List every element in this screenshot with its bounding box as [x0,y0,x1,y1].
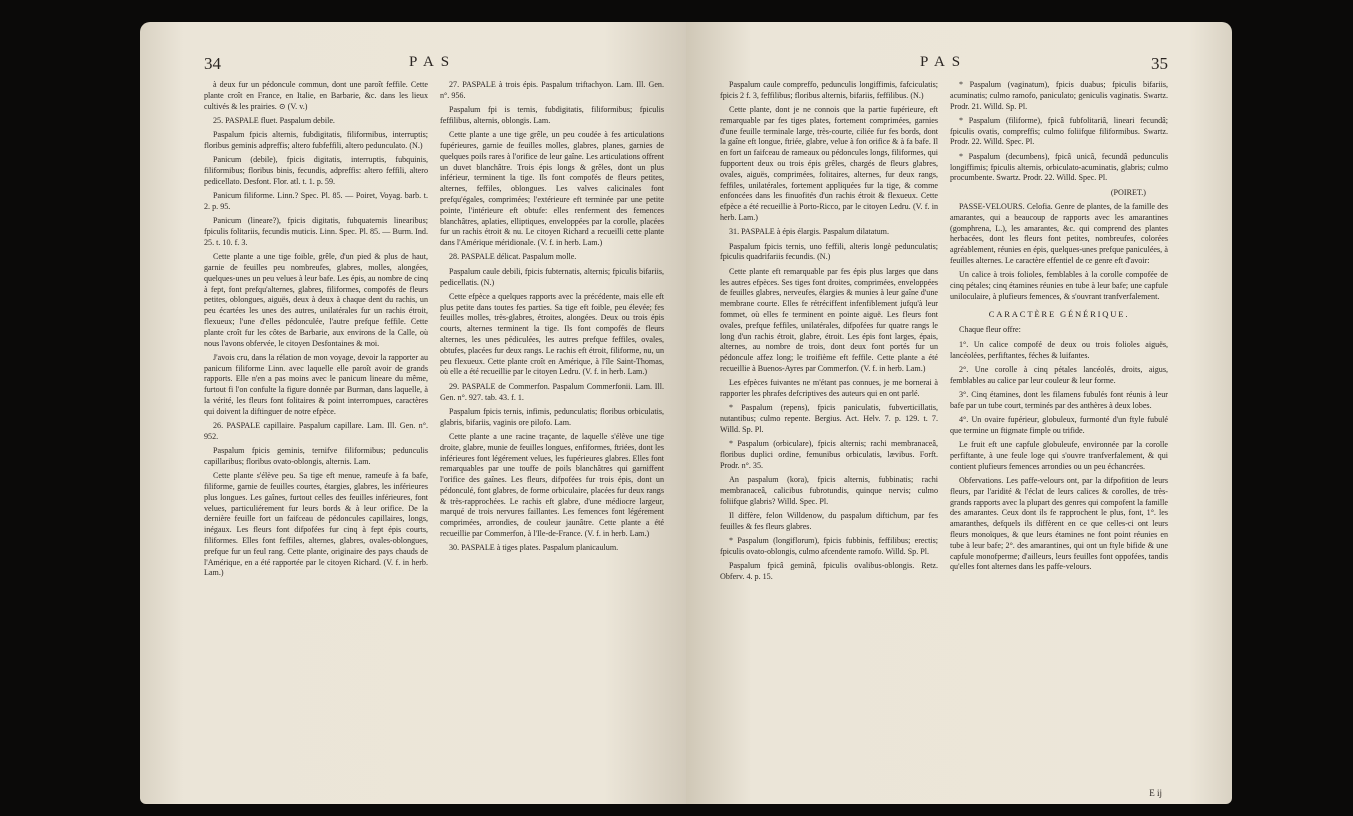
paragraph: Paspalum fpicis alternis, fubdigitatis, filiformibus, interruptis; floribus geminis adpreffis; altero fubfeffili, altero pedunculato. (N.) [204,130,428,150]
running-head: PAS [409,54,457,70]
author-signature: (POIRET.) [1110,187,1146,197]
paragraph: * Paspalum (longiflorum), fpicis fubbinis, feffilibus; erectis; fpiculis ovato-oblongis, culmo afcendente ramofo. Willd. Sp. Pl. [720,536,938,556]
text-column-1 [204,80,428,583]
paragraph: Cette plante eft remarquable par fes épis plus larges que dans les autres efpèces. Ses tiges font droites, comprimées, enveloppées de feuilles glabres, nerveufes, élargies & munies à leur gaîne d'une membrane courte. Elles fe rétréciffent infenfiblement jufqu'à leur fommet, où elles fe terminent en pointe aiguë. Les fleurs font ovales, prefque feffiles, unilatérales, difpofées fur quatre rangs le long d'un rachis étroit, glabre, étroit. Les épis font larges, épais, alternes, au nombre de trois, dont deux font portés fur un pédoncule affez long; le troifième eft feffile. Cette plante a été recueillie à Buenos-Ayres par Commerfon. (V. f. in herb. Lam.) [720,266,938,373]
paragraph: Panicum (lineare?), fpicis digitatis, fubquaternis linearibus; fpiculis folitariis, fecundis muticis. Linn. Spec. Pl. 85. — Burm. Ind. 25. t. 10. f. 3. [204,216,428,247]
left-page [140,22,686,804]
paragraph: Il diffère, felon Willdenow, du paspalum diftichum, par fes feuilles & fes fleurs glabres. [720,510,938,531]
paragraph: 4°. Un ovaire fupérieur, globuleux, furmonté d'un ftyle fubulé que termine un ftigmate fimple ou trifide. [950,415,1168,435]
paragraph: * Paspalum (repens), fpicis paniculatis, fubverticillatis, nutantibus; culmo repente. Bergius. Act. Helv. 7. p. 129. t. 7. Willd. Sp. Pl. [720,403,938,434]
paragraph: Paspalum fpi is ternis, fubdigitatis, filiformibus; fpiculis feffilibus, alternis, oblongis. Lam. [440,105,664,125]
paragraph: Le fruit eft une capfule globuleufe, environnée par la corolle perfiftante, à une feule loge qui s'ouvre tranfverfalement, & qui contient plufieurs femences arrondies ou un peu échancrées. [950,440,1168,471]
paragraph: Cette efpèce a quelques rapports avec la précédente, mais elle eft plus petite dans toutes fes parties. Sa tige eft foible, peu élevée; fes feuilles molles, très-glabres, étroites, alongées. Deux ou trois épis courts, alternes terminent la tige. Ils font compofés de fleurs alternes, les unes pédiculées, les autres prefque feffiles, ovales, obtufes, placées fur deux rangs. Le rachis eft étroit, filiforme, nu, un peu flexueux. Cette plante croît en Amérique, à l'île Saint-Thomas, où elle a été recueillie par le citoyen Ledru. (V. f. in herb. Lam.) [440,291,664,377]
entry-heading: 27. PASPALE à trois épis. Paspalum triftachyon. Lam. Ill. Gen. n°. 956. [440,80,664,100]
paragraph: Paspalum fpicâ geminâ, fpiculis ovalibus-oblongis. Retz. Obferv. 4. p. 15. [720,561,938,581]
page-number: 34 [204,54,221,73]
paragraph: * Paspalum (vaginatum), fpicis duabus; fpiculis bifariis, acuminatis; culmo ramofo, paniculato; geniculis vaginatis. Swartz. Prodr. 21. Willd. Sp. Pl. [950,80,1168,111]
entry-heading: 26. PASPALE capillaire. Paspalum capillare. Lam. Ill. Gen. n°. 952. [204,421,428,441]
left-page-header [204,54,666,80]
paragraph: * Paspalum (filiforme), fpicâ fubfolitariâ, lineari fecundâ; fpiculis ovatis, compreffis; culmo foliifque filiformibus. Swartz. Prodr. 22. Willd. Spec. Pl. [950,115,1168,147]
paragraph: J'avois cru, dans la rélation de mon voyage, devoir la rapporter au panicum filiforme Linn. avec laquelle elle paroît avoir de grands rapports. Elle n'en a pas moins avec le panicum lineare du même, furtout fi l'on confulte la figure donnée par Burman, dans laquelle, à la vérité, les fleurs font folitaires & point interrompues, caractères qui doivent la diftinguer de notre efpèce. [204,352,428,416]
paragraph: Paspalum fpicis ternis, uno feffili, alteris longè pedunculatis; fpiculis quadrifariis fecundis. (N.) [720,241,938,262]
paragraph: Paspalum fpicis ternis, infimis, pedunculatis; floribus orbiculatis, glabris, bifariis, vaginis ore pilofo. Lam. [440,406,664,427]
paragraph: Paspalum caule compreffo, pedunculis longiffimis, fafciculatis; fpicis 2 f. 3, feffilibus; floribus alternis, bifariis, feffilibus. (N.) [720,80,938,100]
signature-mark: E ij [1149,788,1162,798]
paragraph: Cette plante, dont je ne connois que la partie fupérieure, eft remarquable par fes tiges plates, fortement comprimées, garnies d'une feuille terminale large, très-courte, ciliée fur fes bords, dont la gaîne eft longue, ftriée, glabre, velue à fon orifice & à fa bafe. Il en fort un faifceau de rameaux ou pédoncules longs, filiformes, qui fupportent deux ou trois épis grêles, chargés de fleurs glabres, ovales, aiguës, comprimées, folitaires, alternes, fur deux rangs, feffiles, unilatérales, fortement appliquées fur la tige, & comme enfoncées dans les finuofités d'un rachis étroit & flexueux. Cette efpèce a été recueillie à Porto-Ricco, par le citoyen Ledru. (V. f. in herb. Lam.) [720,105,938,223]
entry-heading: 30. PASPALE à tiges plates. Paspalum planicaulum. [449,543,619,553]
paragraph: Chaque fleur offre: [959,325,1021,335]
text-column-2 [440,80,664,583]
right-page-header [720,54,1168,80]
paragraph: Les efpèces fuivantes ne m'étant pas connues, je me bornerai à rapporter les phrafes defcriptives des auteurs qui en ont parlé. [720,378,938,399]
paragraph: PASSE-VELOURS. Celofia. Genre de plantes, de la famille des amarantes, qui a beaucoup de rapports avec les amarantines (gomphrena, L.), les amarantes, &c. qui comprend des plantes herbacées, dont les fleurs font petites, nombreufes, colorées agréablement, réunies en épis, quelques-unes prefque paniculées, à feuilles alternes. Le caractère effentiel de ce genre eft d'avoir: [950,201,1168,265]
text-column-1 [720,80,938,586]
section-heading: CARACTÈRE GÉNÉRIQUE. [988,308,1130,319]
paragraph: Un calice à trois folioles, femblables à la corolle compofée de cinq pétales; cinq étamines réunies en tube à leur bafe; une capfule uniloculaire, à plufieurs femences, & s'ouvrant tranfverfalement. [950,270,1168,301]
paragraph: 3°. Cinq étamines, dont les filamens fubulés font réunis à leur bafe par un tube court, terminés par des anthères à deux lobes. [950,389,1168,410]
paragraph: Panicum (debile), fpicis digitatis, interruptis, fubquinis, filiformibus; floribus binis, fecundis, adpreffis: altero feffili, altero pedicellato. Desfont. Flor. atl. t. 1. p. 59. [204,155,428,186]
paragraph: 1°. Un calice compofé de deux ou trois folioles aiguës, lancéolées, perfiftantes, féches & luifantes. [950,339,1168,360]
right-page [686,22,1232,804]
text-column-2 [950,80,1168,586]
paragraph: Cette plante a une racine traçante, de laquelle s'élève une tige droite, glabre, munie de feuilles longues, enfiformes, ftriées, dont les inférieures font légérement velues, les fupérieures glabres. Elles font remarquables par une touffe de poils blanchâtres qui garniffent l'orifice des gaînes. Les fleurs, difpofées fur trois épis, dont un pédonculé, font glabres, de forme orbiculaire, placées fur deux rangs & très-rapprochées. Le rachis eft glabre, d'une médiocre largeur, marqué de trois nervures faillantes. Les femences font légérement comprimées, arrondies, de couleur jaunâtre. Cette plante a été recueillie par Commerfon, à l'Ile-de-France. (V. f. in herb. Lam.) [440,431,664,539]
paragraph: * Paspalum (decumbens), fpicâ unicâ, fecundâ pedunculis longiffimis; fpiculis alternis, orbiculato-acuminatis, glabris; culmo procumbente. Swartz. Prodr. 22. Willd. Spec. Pl. [950,151,1168,183]
book-spread [140,22,1232,804]
paragraph: Paspalum fpicis geminis, ternifve filiformibus; pedunculis capillaribus; floribus ovato-oblongis, alternis. Lam. [204,446,428,466]
entry-heading: 25. PASPALE fluet. Paspalum debile. [213,115,335,125]
running-head: PAS [920,54,968,70]
entry-heading: 28. PASPALE délicat. Paspalum molle. [449,252,577,262]
paragraph: Obfervations. Les paffe-velours ont, par la difpofition de leurs fleurs, par l'aridité & l'éclat de leurs calices & corolles, de très-grands rapports avec la plupart des genres qui compofent la famille des amarantes. Ceux dont ils fe rapprochent le plus, font, 1°. les amaranthes, defquels ils diffèrent en ce que celles-ci ont leurs fleurs monoïques, & que leurs étamines ne font point réunies en tube à leur bafe; 2°. des amarantines, qui ont un ftyle bifide & une capfule monofperme; d'ailleurs, leurs feuilles font oppofées, tandis qu'elles font alternes dans les paffe-velours. [950,476,1168,572]
paragraph: Cette plante a une tige grêle, un peu coudée à fes articulations fupérieures, garnie de feuilles molles, glabres, planes, garnies de quelques poils rares à l'orifice de leur gaîne. Les articulations offrent un duvet blanchâtre. Trois épis longs & grêles, dont un plus inférieur, terminent la tige. Ils font compofés de fleurs petites, alternes, feffiles, oblongues. Les valves calicinales font prefqu'égales, comprimées; l'extérieure eft terminée par une petite pointe, l'intérieure eft obtufe: elles renferment des femences blanchâtres, aplaties, elliptiques, enveloppées par la corolle, placées fur un rachis étroit & nu. Le citoyen Richard a recueilli cette plante dans l'Amérique méridionale. (V. f. in herb. Lam.) [440,130,664,248]
paragraph: * Paspalum (orbiculare), fpicis alternis; rachi membranaceâ, floribus duplici ordine, femunibus orbiculatis, lævibus. Forft. Prodr. n°. 35. [720,439,938,470]
entry-heading: 29. PASPALE de Commerfon. Paspalum Commerfonii. Lam. Ill. Gen. n°. 927. tab. 43. f. 1. [440,381,664,402]
paragraph: Panicum filiforme. Linn.? Spec. Pl. 85. — Poiret, Voyag. barb. t. 2. p. 95. [204,191,428,211]
paragraph: An paspalum (kora), fpicis alternis, fubbinatis; rachi membranaceâ, calicibus fubrotundis, quinque nervis; culmo foliifque glabris? Willd. Spec. Pl. [720,475,938,506]
page-number: 35 [1151,54,1168,73]
paragraph: Paspalum caule debili, fpicis fubternatis, alternis; fpiculis bifariis, pedicellatis. (N.) [440,266,664,287]
paragraph: 2°. Une corolle à cinq pétales lancéolés, droits, aigus, femblables au calice par leur couleur & leur forme. [950,364,1168,385]
entry-heading: 31. PASPALE à épis élargis. Paspalum dilatatum. [729,227,890,237]
paragraph: Cette plante s'élève peu. Sa tige eft menue, rameufe à fa bafe, filiforme, garnie de feuilles courtes, étargies, glabres, les inférieures plus longues. Les gaînes, furtout celles des feuilles inférieures, font velues, particuliérement fur leurs bords & à leur orifice. De la dernière feuille fort un faifceau de pédoncules capillaires, longs, inégaux. Les fleurs font difpofées fur cinq à fept épis courts, filiformes. Elles font feffiles, alternes, glabres, ovales-oblongues, prefque fur un feul rang. Cette plante, originaire des pays chauds de l'Amérique, en a été rapportée par le citoyen Richard. (V. f. in herb. Lam.) [204,471,428,578]
paragraph: à deux fur un pédoncule commun, dont une paroît feffile. Cette plante croît en France, en Italie, en Barbarie, &c. dans les lieux cultivés & les prairies. ⊙ (V. v.) [204,80,428,111]
paragraph: Cette plante a une tige foible, grêle, d'un pied & plus de haut, garnie de feuilles peu nombreufes, glabres, molles, alongées, quelques-unes un peu velues à leur bafe. Les épis, au nombre de cinq à fept, font prefqu'alternes, glabres, filiformes, compofés de fleurs petites, oblongues, aiguës, deux à deux à chaque dent du rachis, un peu écartées les unes des autres, unilatérales fur un rachis étroit, flexueux; l'une d'elles pédonculée, l'autre prefque feffile. Cette plante croît fur les côtes de Barbarie, aux environs de la Calle, où nous l'avons obfervée, le citoyen Desfontaines & moi. [204,252,428,348]
